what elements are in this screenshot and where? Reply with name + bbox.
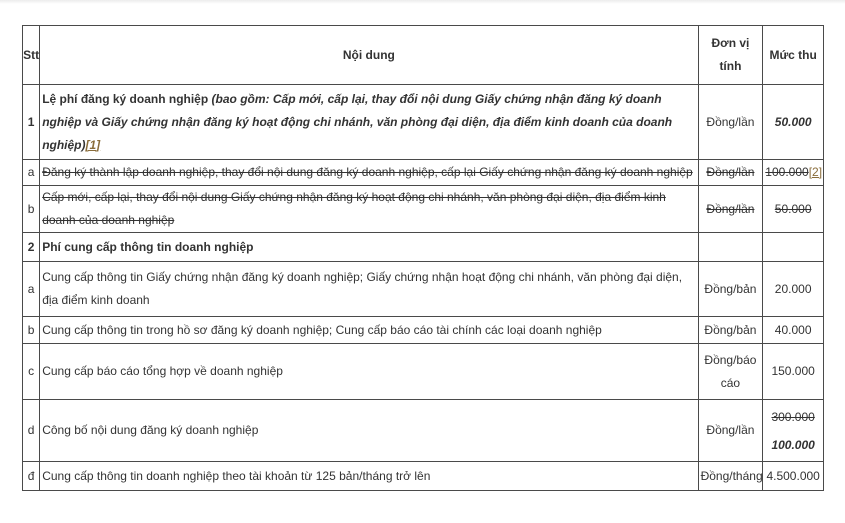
row-stt: b <box>23 186 40 233</box>
row-unit: Đồng/bản <box>698 317 763 344</box>
row-unit-line2: cáo <box>720 375 741 390</box>
row-content: Công bố nội dung đăng ký doanh nghiệp <box>40 400 698 462</box>
row-unit: Đồng/lần <box>698 186 763 233</box>
row-fee-new: 100.000 <box>771 437 815 452</box>
row-unit: Đồng/lần <box>698 160 763 186</box>
row-fee <box>763 160 824 186</box>
page-top-divider <box>0 0 845 4</box>
row-fee <box>763 400 824 462</box>
footnote-link-2[interactable]: [2] <box>808 165 823 179</box>
row-fee: 50.000 <box>763 85 824 160</box>
row-content <box>40 85 698 160</box>
header-stt: Stt <box>23 26 40 85</box>
header-unit-line2: tính <box>719 59 742 73</box>
row-title-note: (bao gồm: Cấp mới, cấp lại, thay đổi nội dung Giấy chứng nhận đăng ký doanh nghiệp và Giấy chứng nhận đăng ký hoạt động chi nhánh, văn phòng đại diện, địa điểm kinh doanh của doanh nghiệp) <box>42 91 673 152</box>
table-row <box>23 160 824 186</box>
table-row <box>23 344 824 400</box>
table-row <box>23 186 824 233</box>
row-stt: a <box>23 262 40 317</box>
footnote-link-1[interactable]: [1] <box>85 137 101 152</box>
row-fee: 50.000 <box>763 186 824 233</box>
row-unit: Đồng/lần <box>698 400 763 462</box>
row-unit: Đồng/lần <box>698 85 763 160</box>
row-content: Cung cấp thông tin Giấy chứng nhận đăng ký doanh nghiệp; Giấy chứng nhận hoạt động chi nhánh, văn phòng đại diện, địa điểm kinh doanh <box>40 262 698 317</box>
row-stt: đ <box>23 462 40 491</box>
row-unit <box>698 233 763 262</box>
table-row <box>23 400 824 462</box>
row-fee-value: 100.000 <box>765 165 809 179</box>
row-fee: 4.500.000 <box>763 462 824 491</box>
row-title: Lệ phí đăng ký doanh nghiệp <box>42 91 209 106</box>
row-fee: 150.000 <box>763 344 824 400</box>
row-fee <box>763 233 824 262</box>
row-content: Đăng ký thành lập doanh nghiệp, thay đổi nội dung đăng ký doanh nghiệp, cấp lại Giấy chứng nhận đăng ký doanh nghiệp <box>40 160 698 186</box>
table-row <box>23 233 824 262</box>
row-content: Cung cấp báo cáo tổng hợp về doanh nghiệp <box>40 344 698 400</box>
row-stt: c <box>23 344 40 400</box>
row-stt: d <box>23 400 40 462</box>
row-fee: 40.000 <box>763 317 824 344</box>
row-fee-old: 300.000 <box>771 409 815 424</box>
row-stt: a <box>23 160 40 186</box>
table-row <box>23 317 824 344</box>
table-row <box>23 462 824 491</box>
table-header-row <box>23 26 824 85</box>
row-content: Phí cung cấp thông tin doanh nghiệp <box>40 233 698 262</box>
row-unit <box>698 344 763 400</box>
row-stt: 1 <box>23 85 40 160</box>
header-fee: Mức thu <box>763 26 824 85</box>
row-content: Cung cấp thông tin doanh nghiệp theo tài khoản từ 125 bản/tháng trở lên <box>40 462 698 491</box>
row-unit: Đồng/tháng <box>698 462 763 491</box>
row-stt: b <box>23 317 40 344</box>
header-content: Nội dung <box>40 26 698 85</box>
row-unit-line1: Đồng/báo <box>704 352 757 367</box>
row-unit: Đồng/bản <box>698 262 763 317</box>
header-unit-line1: Đơn vị <box>711 36 750 50</box>
row-content: Cấp mới, cấp lại, thay đổi nội dung Giấy chứng nhận đăng ký hoạt động chi nhánh, văn phòng đại diện, địa điểm kinh doanh của doanh nghiệp <box>40 186 698 233</box>
row-stt: 2 <box>23 233 40 262</box>
fee-table <box>22 25 824 491</box>
table-row <box>23 85 824 160</box>
table-row <box>23 262 824 317</box>
row-fee: 20.000 <box>763 262 824 317</box>
row-content: Cung cấp thông tin trong hồ sơ đăng ký doanh nghiệp; Cung cấp báo cáo tài chính các loại doanh nghiệp <box>40 317 698 344</box>
header-unit <box>698 26 763 85</box>
